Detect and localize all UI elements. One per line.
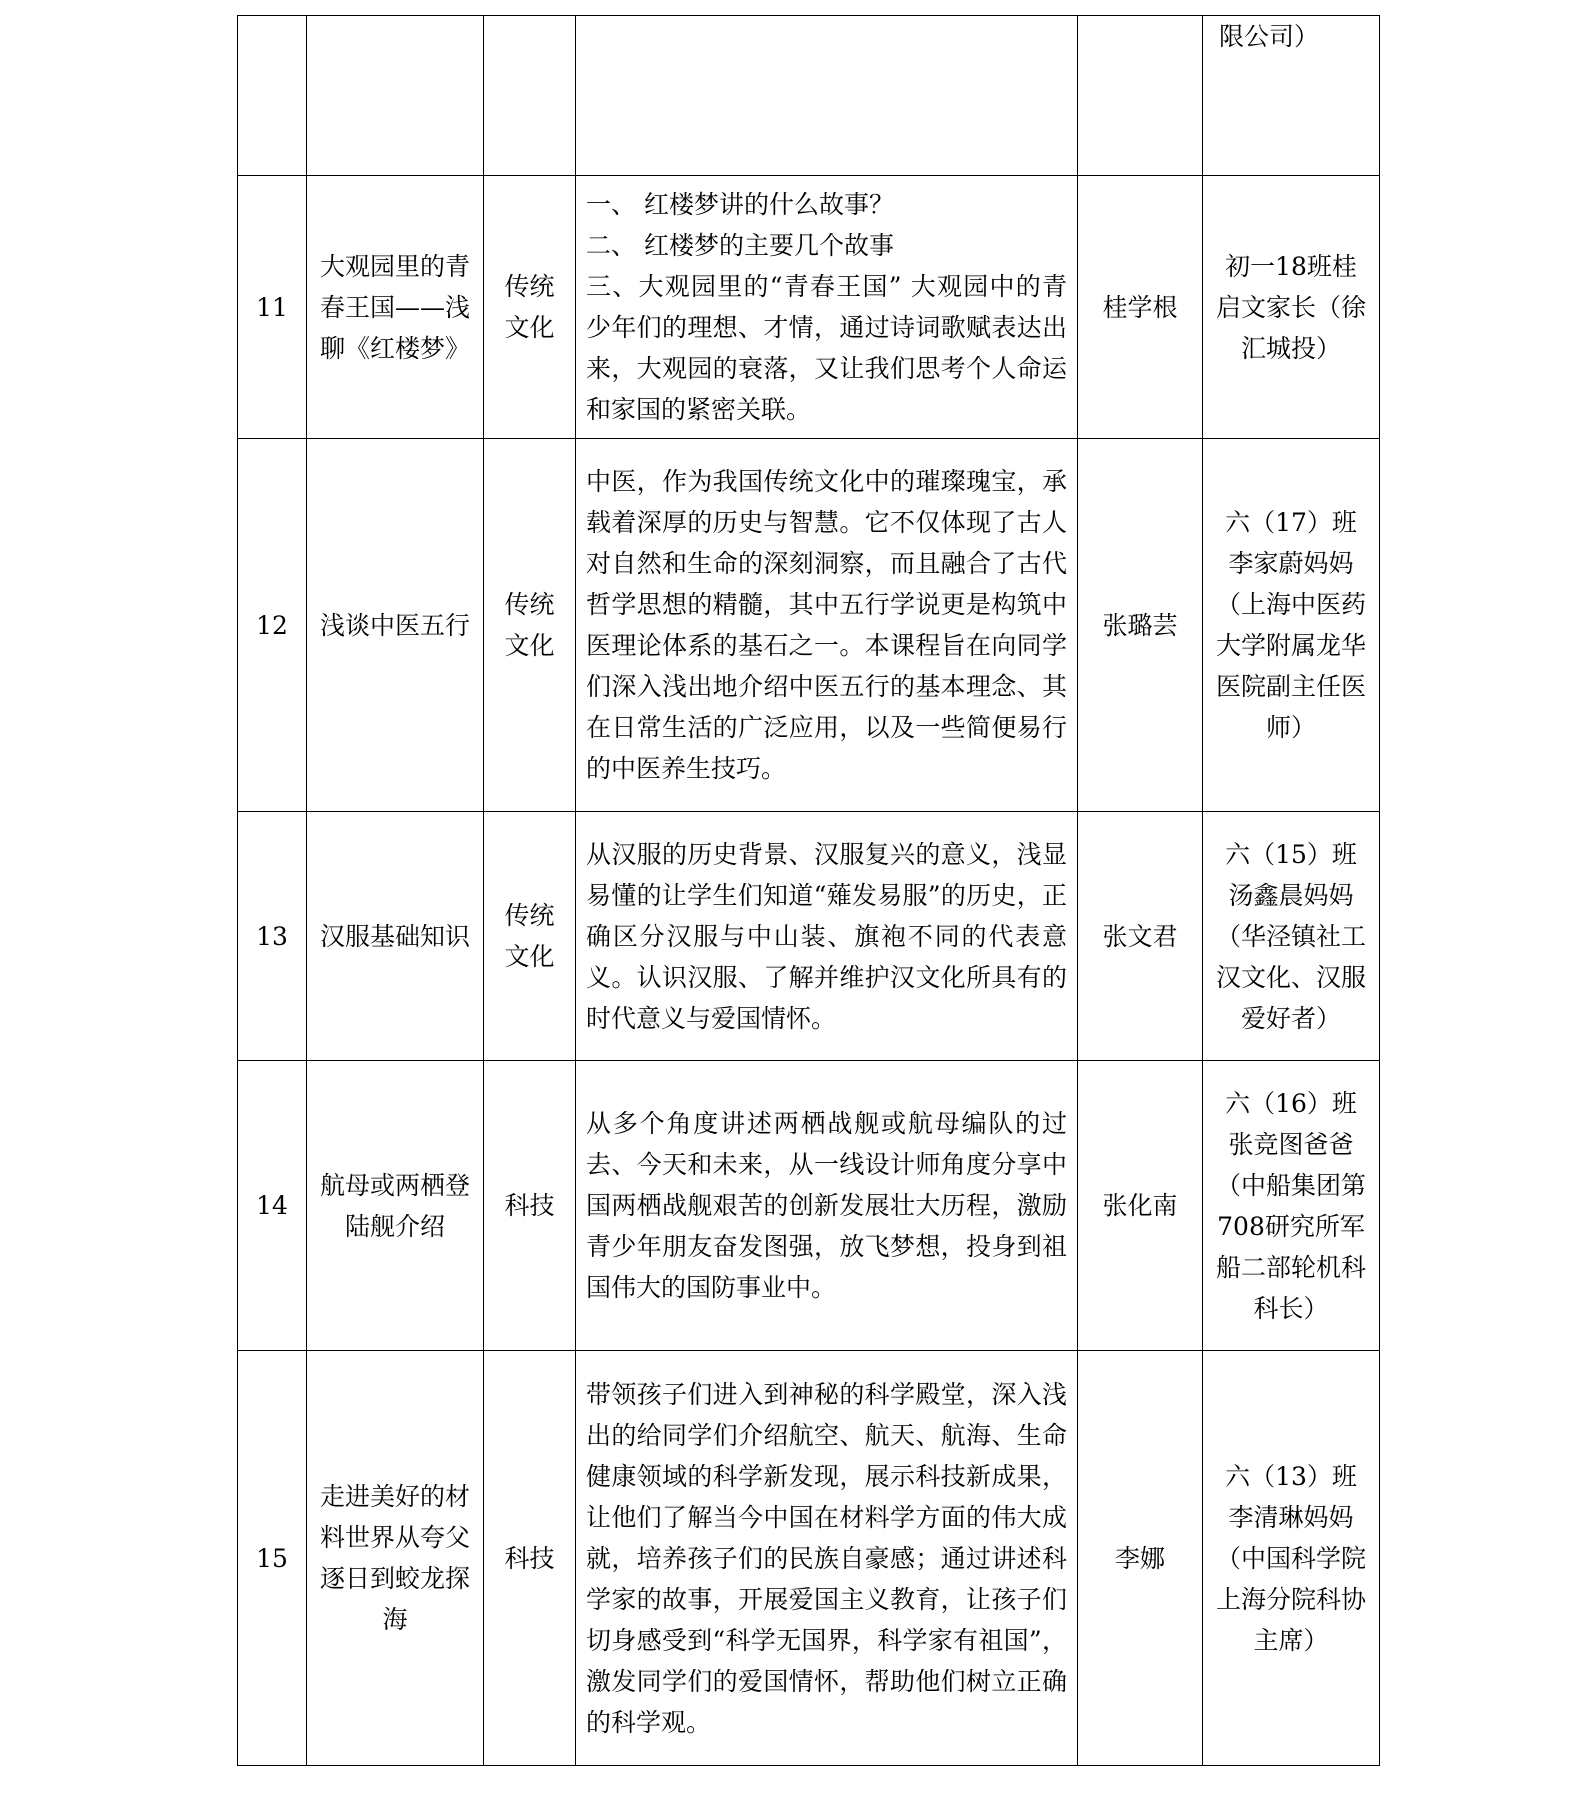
table-row — [238, 812, 1380, 1061]
description-line: 中医，作为我国传统文化中的璀璨瑰宝，承载着深厚的历史与智慧。它不仅体现了古人对自然和生命的深刻洞察，而且融合了古代哲学思想的精髓，其中五行学说更是构筑中医理论体系的基石之一。本课程旨在向同学们深入浅出地介绍中医五行的基本理念、其在日常生活的广泛应用，以及一些简便易行的中医养生技巧。 — [586, 467, 1067, 783]
table-row — [238, 439, 1380, 812]
teacher-source: 限公司） — [1203, 16, 1380, 176]
description-line: 从多个角度讲述两栖战舰或航母编队的过去、今天和未来，从一线设计师角度分享中国两栖战舰艰苦的创新发展壮大历程，激励青少年朋友奋发图强，放飞梦想，投身到祖国伟大的国防事业中。 — [586, 1109, 1067, 1302]
description-line: 三、大观园里的“青春王国” 大观园中的青少年们的理想、才情，通过诗词歌赋表达出来，大观园的衰落，又让我们思考个人命运和家国的紧密关联。 — [586, 272, 1067, 424]
table-row — [238, 1351, 1380, 1766]
table-row — [238, 1061, 1380, 1351]
teacher-source: 六（13）班李清琳妈妈（中国科学院上海分院科协主席） — [1203, 1351, 1380, 1766]
teacher-name: 张文君 — [1078, 812, 1203, 1061]
table-row — [238, 176, 1380, 439]
course-name: 浅谈中医五行 — [307, 439, 484, 812]
course-description — [576, 439, 1078, 812]
course-category: 科技 — [484, 1351, 576, 1766]
teacher-source: 六（16）班张竞图爸爸（中船集团第708研究所军船二部轮机科科长） — [1203, 1061, 1380, 1351]
teacher-name: 张化南 — [1078, 1061, 1203, 1351]
course-category: 科技 — [484, 1061, 576, 1351]
description-line: 从汉服的历史背景、汉服复兴的意义，浅显易懂的让学生们知道“薙发易服”的历史，正确区分汉服与中山装、旗袍不同的代表意义。认识汉服、了解并维护汉文化所具有的时代意义与爱国情怀。 — [586, 839, 1067, 1033]
course-category: 传统文化 — [484, 176, 576, 439]
teacher-source: 六（17）班李家蔚妈妈（上海中医药大学附属龙华医院副主任医师） — [1203, 439, 1380, 812]
course-name: 航母或两栖登陆舰介绍 — [307, 1061, 484, 1351]
course-name: 汉服基础知识 — [307, 812, 484, 1061]
course-category: 传统文化 — [484, 812, 576, 1061]
row-number: 15 — [238, 1351, 307, 1766]
course-table — [237, 15, 1380, 1766]
row-number: 13 — [238, 812, 307, 1061]
row-number: 11 — [238, 176, 307, 439]
teacher-name: 张璐芸 — [1078, 439, 1203, 812]
course-category: 传统文化 — [484, 439, 576, 812]
row-number: 14 — [238, 1061, 307, 1351]
table-row — [238, 16, 1380, 176]
teacher-source: 六（15）班汤鑫晨妈妈（华泾镇社工 汉文化、汉服爱好者） — [1203, 812, 1380, 1061]
teacher-name — [1078, 16, 1203, 176]
course-description — [576, 1061, 1078, 1351]
description-line: 带领孩子们进入到神秘的科学殿堂，深入浅出的给同学们介绍航空、航天、航海、生命健康领域的科学新发现，展示科技新成果，让他们了解当今中国在材料学方面的伟大成就，培养孩子们的民族自豪感；通过讲述科学家的故事，开展爱国主义教育，让孩子们切身感受到“科学无国界，科学家有祖国”，激发同学们的爱国情怀，帮助他们树立正确的科学观。 — [586, 1379, 1067, 1737]
course-description — [576, 812, 1078, 1061]
course-name — [307, 16, 484, 176]
teacher-name: 桂学根 — [1078, 176, 1203, 439]
teacher-name: 李娜 — [1078, 1351, 1203, 1766]
description-line: 二、 红楼梦的主要几个故事 — [586, 231, 894, 260]
course-description — [576, 1351, 1078, 1766]
teacher-source: 初一18班桂启文家长（徐汇城投） — [1203, 176, 1380, 439]
course-description — [576, 16, 1078, 176]
course-name: 走进美好的材料世界从夸父逐日到蛟龙探海 — [307, 1351, 484, 1766]
row-number: 12 — [238, 439, 307, 812]
course-category — [484, 16, 576, 176]
course-name: 大观园里的青春王国——浅聊《红楼梦》 — [307, 176, 484, 439]
description-line: 一、 红楼梦讲的什么故事？ — [586, 190, 894, 219]
course-description — [576, 176, 1078, 439]
row-number — [238, 16, 307, 176]
